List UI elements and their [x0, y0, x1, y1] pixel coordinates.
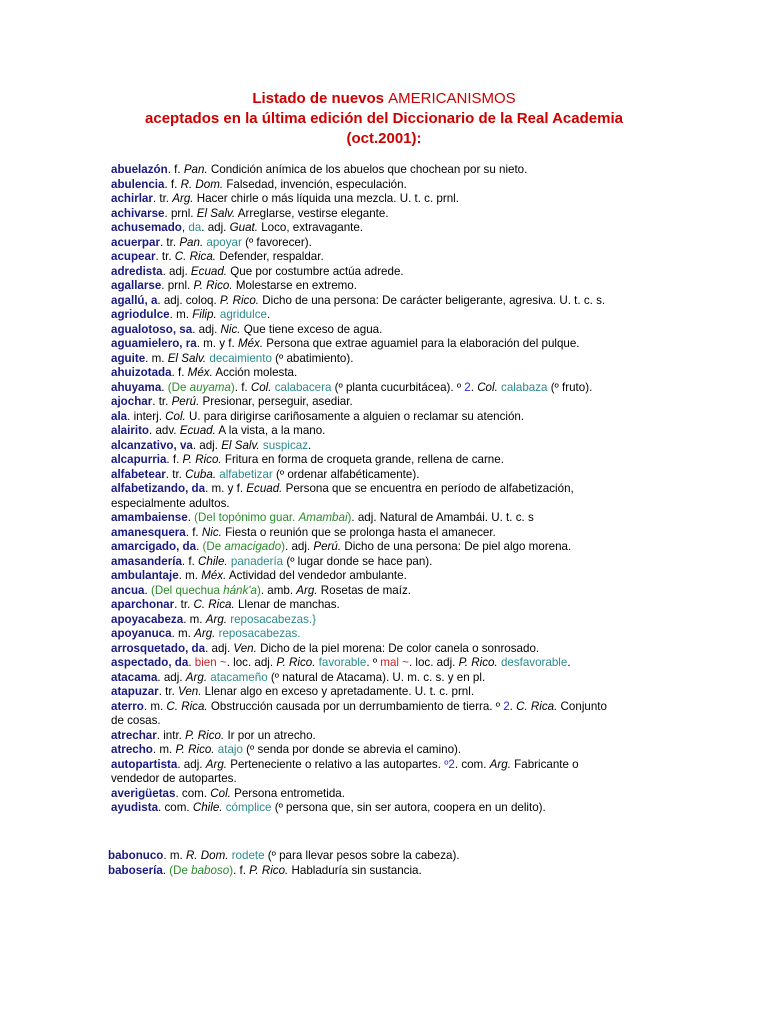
entry-text: Fabricante o vendedor de autopartes. [111, 757, 579, 785]
dictionary-entry [111, 381, 623, 396]
entry-region: C. Rica. [166, 699, 208, 713]
entry-headword: acupear [111, 250, 156, 263]
entry-headword: abuelazón [111, 163, 168, 176]
entry-region: Perú. [313, 540, 342, 553]
entry-text: . amb. [260, 583, 297, 597]
title-highlight: AMERICANISMOS [388, 90, 516, 107]
entry-text: Obstrucción causada por un derrumbamiento de tierra. º [207, 699, 504, 713]
entry-etymology-word: Amambai [298, 511, 348, 524]
entry-headword: agallarse [111, 279, 162, 292]
entry-region: Nic. [201, 525, 222, 539]
entry-headword: amambaiense [111, 511, 188, 524]
entry-region: El Salv. [167, 351, 207, 365]
entry-headword: apoyacabeza [111, 612, 184, 626]
entry-etymology-word: baboso [191, 863, 230, 877]
entry-text: . com. [158, 801, 193, 814]
entry-text: . m. [171, 627, 195, 640]
dictionary-entry [111, 511, 623, 526]
dictionary-entry [111, 613, 623, 628]
entry-region: Arg. [185, 670, 208, 684]
entry-crossref: calabaza [501, 380, 548, 394]
entry-text: Llenar algo en exceso y apretadamente. U. t. c. prnl. [201, 685, 475, 698]
entry-headword: ayudista [111, 801, 159, 814]
entry-headword: aguite [111, 351, 146, 365]
entry-headword: atrecho [111, 743, 153, 756]
entry-etymology-word: hánk'a [223, 583, 257, 597]
entry-text: . adj. Natural de Amambái. U. t. c. s [351, 511, 534, 524]
entry-headword: alfabetizando, da [111, 482, 206, 495]
entry-text: (º fruto). [547, 380, 593, 394]
entry-text: . tr. [152, 395, 172, 408]
entry-text: . tr. [159, 235, 180, 249]
entry-sense-number: 2 [464, 380, 471, 394]
entry-crossref: decaimiento [209, 351, 272, 365]
entry-text: . [308, 438, 312, 452]
entry-text: . m. y f. [196, 337, 238, 350]
dictionary-entry [111, 221, 623, 236]
entry-headword: achusemado [111, 221, 182, 234]
entry-text: . intr. [156, 728, 186, 742]
entry-region: C. Rica. [193, 598, 235, 611]
entry-region: Arg. [205, 612, 227, 626]
entry-text: . [187, 511, 195, 524]
entry-crossref: atajo [217, 743, 243, 756]
entry-text: . adj. [192, 322, 221, 336]
entry-etymology: (De [202, 540, 225, 553]
entry-headword: alcapurria [111, 453, 167, 466]
entry-text: Persona que se encuentra en período de alfabetización, especialmente adultos. [111, 482, 574, 510]
entry-text: Conjunto de cosas. [111, 699, 607, 727]
entry-headword: atacama [111, 670, 158, 684]
entry-text: . com. [175, 786, 211, 800]
entry-text: . adv. [149, 424, 180, 437]
entry-phrase: mal ~ [380, 656, 409, 669]
entry-text: . prnl. [161, 279, 194, 292]
entry-headword: agallú, a [111, 293, 158, 307]
entry-headword: babonuco [108, 849, 164, 862]
entry-crossref: panadería [230, 554, 284, 568]
entry-text: . m. [163, 849, 186, 862]
entry-headword: agriodulce [111, 308, 170, 321]
entry-headword: abulencia [111, 177, 165, 191]
entry-headword: arrosquetado, da [111, 641, 206, 655]
entry-headword: aterro [111, 699, 144, 713]
entry-region: Filip. [192, 308, 217, 321]
entry-region: Col. [250, 380, 272, 394]
entry-text: (º favorecer). [241, 235, 312, 249]
entry-region: Pan. [183, 163, 208, 176]
entry-text: . tr. [165, 467, 186, 481]
entry-text: Molestarse en extremo. [232, 279, 357, 292]
dictionary-entry [111, 598, 623, 613]
entry-text: (º para llevar pesos sobre la cabeza). [264, 849, 460, 862]
dictionary-entry [111, 555, 623, 570]
entry-text: Hacer chirle o más líquida una mezcla. U. t. c. prnl. [193, 192, 459, 205]
entry-crossref: calabacera [274, 380, 332, 394]
entry-region: R. Dom. [185, 849, 229, 862]
entry-text: . f. [185, 525, 202, 539]
entry-headword: ala [111, 409, 128, 423]
entry-text: . m. [143, 699, 167, 713]
entry-etymology: ) [347, 511, 352, 524]
entry-region: C. Rica. [174, 250, 217, 263]
entry-region: Pan. [179, 235, 204, 249]
entry-text: . adj. [157, 670, 186, 684]
entry-region: P. Rico. [175, 743, 215, 756]
entry-crossref: desfavorable [500, 656, 568, 669]
entry-headword: autopartista [111, 757, 178, 771]
entry-sense-number: 2 [503, 699, 510, 713]
dictionary-entry [111, 352, 623, 367]
entry-text: Fritura en forma de croqueta grande, rellena de carne. [221, 453, 504, 466]
entry-text: . adj. [205, 641, 234, 655]
entry-headword: ahuizotada [111, 366, 172, 379]
entry-region: Chile. [198, 554, 228, 568]
dictionary-entry [111, 482, 623, 511]
entry-text: Perteneciente o relativo a las autopartes. [226, 757, 445, 771]
entry-headword: babosería [108, 863, 163, 877]
entry-region: P. Rico. [458, 656, 498, 669]
entry-region: Col. [477, 380, 498, 394]
dictionary-entry [111, 366, 623, 381]
dictionary-entry [111, 395, 623, 410]
entry-headword: ambulantaje [111, 569, 179, 582]
entry-headword: aspectado, da [111, 656, 189, 669]
entry-etymology: (De [167, 380, 190, 394]
entry-region: Cuba. [185, 467, 217, 481]
entry-text: . com. [454, 757, 490, 771]
entry-text: . adj. [201, 221, 230, 234]
entry-text: U. para dirigirse cariñosamente a alguien o reclamar su atención. [185, 409, 525, 423]
entry-text: . [196, 540, 203, 553]
dictionary-entry [111, 627, 623, 642]
dictionary-entry [111, 265, 623, 280]
entry-text: Habladuría sin sustancia. [288, 863, 422, 877]
entry-text: . [509, 699, 517, 713]
entry-headword: aparchonar [111, 598, 175, 611]
dictionary-entry [111, 656, 623, 671]
dictionary-entry [111, 207, 623, 222]
entry-text: . interj. [127, 409, 166, 423]
entry-region: El Salv. [196, 206, 236, 220]
entry-text: Actividad del vendedor ambulante. [226, 569, 407, 582]
entry-crossref: favorable [318, 656, 367, 669]
dictionary-entry [108, 849, 620, 864]
entry-region: Guat. [229, 221, 258, 234]
entry-text: . [162, 863, 170, 877]
entry-headword: ancua [111, 583, 145, 597]
dictionary-entry [111, 410, 623, 425]
entry-text: (º abatimiento). [271, 351, 354, 365]
entry-text: . m. [178, 569, 202, 582]
title-line-2: aceptados en la última edición del Diccionario de la Real Academia [145, 110, 623, 127]
dictionary-entry [111, 685, 623, 700]
entry-headword: alfabetear [111, 467, 166, 481]
entry-crossref: atacameño [210, 670, 268, 684]
entry-text: Dicho de la piel morena: De color canela o sonrosado. [256, 641, 540, 655]
title-line-1 [0, 89, 768, 109]
entry-etymology: (Del quechua [150, 583, 224, 597]
entry-headword: atrechar [111, 728, 157, 742]
entry-region: Ven. [178, 685, 202, 698]
entry-text: . tr. [174, 598, 194, 611]
entry-etymology: (De [169, 863, 192, 877]
dictionary-entry [111, 250, 623, 265]
entry-text: . adj. [162, 264, 191, 278]
title-prefix: Listado de nuevos [252, 90, 389, 107]
dictionary-entry [111, 453, 623, 468]
entry-text: . f. [164, 177, 181, 191]
entry-crossref: alfabetizar [219, 467, 273, 481]
dictionary-entry [111, 540, 623, 555]
entry-text: . [470, 380, 478, 394]
dictionary-entry [111, 729, 623, 744]
dictionary-entry [111, 758, 623, 787]
entry-text: Ir por un atrecho. [224, 728, 316, 742]
entry-region: Ecuad. [246, 482, 283, 495]
entry-region: Col. [165, 409, 186, 423]
entry-text: Rosetas de maíz. [317, 583, 411, 597]
dictionary-entry [111, 439, 623, 454]
entry-region: P. Rico. [219, 293, 260, 307]
entry-text: . adj. [177, 757, 206, 771]
entry-text: . loc. adj. [408, 656, 459, 669]
entry-list-a [111, 163, 623, 816]
entry-text: . m. [169, 308, 193, 321]
entry-region: Méx. [201, 569, 227, 582]
dictionary-entry [111, 642, 623, 657]
entry-text: (º ordenar alfabéticamente). [272, 467, 420, 481]
dictionary-entry [111, 787, 623, 802]
entry-etymology: ) [256, 583, 261, 597]
entry-region: Arg. [194, 627, 216, 640]
entry-list-b [108, 849, 620, 878]
entry-headword: amarcigado, da [111, 540, 197, 553]
entry-region: P. Rico. [185, 728, 225, 742]
entry-text: . m. y f. [205, 482, 247, 495]
entry-region: Arg. [296, 583, 318, 597]
entry-crossref: suspicaz [262, 438, 308, 452]
entry-region: C. Rica. [516, 699, 558, 713]
entry-headword: adredista [111, 264, 163, 278]
dictionary-entry [111, 236, 623, 251]
entry-headword: alcanzativo, va [111, 438, 193, 452]
dictionary-entry [111, 743, 623, 758]
entry-text: Fiesta o reunión que se prolonga hasta el amanecer. [221, 525, 496, 539]
entry-region: Arg. [172, 192, 194, 205]
entry-headword: atapuzar [111, 685, 159, 698]
entry-text: (º persona que, sin ser autora, coopera en un delito). [271, 801, 546, 814]
entry-text: . tr. [158, 685, 179, 698]
entry-region: Nic. [220, 322, 241, 336]
entry-text: . f. [233, 863, 250, 877]
dictionary-entry [108, 864, 620, 879]
entry-text: (º natural de Atacama). U. m. c. s. y en pl. [267, 670, 486, 684]
entry-headword: achirlar [111, 192, 153, 205]
entry-region: Ven. [233, 641, 257, 655]
entry-text: . adj. [285, 540, 314, 553]
entry-crossref: agridulce [219, 308, 267, 321]
entry-headword: averigüetas [111, 786, 176, 800]
entry-etymology: ) [281, 540, 286, 553]
entry-region: P. Rico. [193, 279, 233, 292]
entry-text: Condición anímica de los abuelos que chochean por su nieto. [207, 163, 528, 176]
dictionary-entry [111, 801, 623, 816]
entry-headword: alairito [111, 424, 150, 437]
page-title [0, 89, 768, 149]
entry-etymology: ) [230, 380, 235, 394]
entry-region: Col. [210, 786, 231, 800]
entry-crossref: apoyar [206, 235, 242, 249]
entry-etymology: ) [229, 863, 234, 877]
dictionary-entry [111, 192, 623, 207]
entry-text: (º senda por donde se abrevia el camino). [242, 743, 462, 756]
entry-text: . [188, 656, 195, 669]
entry-text: Que tiene exceso de agua. [240, 322, 383, 336]
entry-text: Dicho de una persona: De carácter beligerante, agresiva. U. t. c. s. [259, 293, 606, 307]
entry-text: Arreglarse, vestirse elegante. [235, 206, 389, 220]
entry-headword: acuerpar [111, 235, 160, 249]
dictionary-entry [111, 569, 623, 584]
entry-text: (º planta cucurbitácea). º [331, 380, 465, 394]
entry-crossref: reposacabezas.} [230, 612, 316, 626]
entry-text: (º lugar donde se hace pan). [283, 554, 433, 568]
entry-headword: amasandería [111, 554, 182, 568]
entry-text: Defender, respaldar. [216, 250, 324, 263]
entry-region: El Salv. [221, 438, 260, 452]
entry-sense-number: º2 [444, 757, 455, 771]
entry-text: Acción molesta. [212, 366, 298, 379]
dictionary-entry [111, 526, 623, 541]
entry-text: . tr. [155, 250, 175, 263]
entry-text: , [181, 221, 189, 234]
entry-text: . prnl. [164, 206, 197, 220]
entry-region: P. Rico. [249, 863, 289, 877]
entry-text: A la vista, a la mano. [215, 424, 326, 437]
entry-region: Arg. [489, 757, 511, 771]
entry-region: R. Dom. [180, 177, 224, 191]
entry-text: . f. [167, 163, 184, 176]
entry-text: Loco, extravagante. [257, 221, 364, 234]
entry-text: . m. [183, 612, 206, 626]
entry-crossref: cómplice [225, 801, 272, 814]
entry-text: . f. [234, 380, 251, 394]
entry-text: . f. [171, 366, 188, 379]
entry-text: . m. [145, 351, 168, 365]
entry-headword: ahuyama [111, 380, 162, 394]
entry-crossref: rodete [231, 849, 265, 862]
dictionary-entry [111, 468, 623, 483]
entry-region: Perú. [171, 395, 200, 408]
entry-etymology-word: amacigado [224, 540, 282, 553]
entry-crossref: reposacabezas. [218, 627, 301, 640]
entry-text: . m. [152, 743, 176, 756]
entry-text: . f. [166, 453, 183, 466]
dictionary-entry [111, 323, 623, 338]
entry-headword: apoyanuca [111, 627, 172, 640]
title-line-3: (oct.2001): [346, 130, 422, 147]
dictionary-entry [111, 294, 623, 309]
entry-text: Persona que extrae aguamiel para la elaboración del pulque. [263, 337, 580, 350]
entry-text: . [567, 656, 571, 669]
entry-region: Méx. [237, 337, 264, 350]
entry-text: Falsedad, invención, especulación. [223, 177, 407, 191]
dictionary-entry [111, 671, 623, 686]
entry-text: Llenar de manchas. [234, 598, 340, 611]
entry-headword: achivarse [111, 206, 165, 220]
entry-text: . [144, 583, 151, 597]
entry-text: . f. [181, 554, 199, 568]
entry-crossref: da [188, 221, 202, 234]
dictionary-entry [111, 700, 623, 729]
dictionary-entry [111, 279, 623, 294]
entry-text: Que por costumbre actúa adrede. [227, 264, 404, 278]
entry-region: P. Rico. [276, 656, 316, 669]
entry-region: Ecuad. [179, 424, 216, 437]
entry-text: . adj. coloq. [157, 293, 220, 307]
entry-text: Presionar, perseguir, asediar. [199, 395, 353, 408]
entry-text: . tr. [152, 192, 173, 205]
entry-headword: aguamielero, ra [111, 337, 197, 350]
dictionary-entry [111, 308, 623, 323]
entry-headword: ajochar [111, 395, 153, 408]
entry-region: Arg. [205, 757, 227, 771]
entry-region: Méx. [187, 366, 213, 379]
entry-region: Ecuad. [190, 264, 228, 278]
dictionary-entry [111, 584, 623, 599]
entry-headword: agualotoso, sa [111, 322, 193, 336]
entry-phrase: bien ~ [194, 656, 227, 669]
entry-text: . [161, 380, 168, 394]
entry-text: . [266, 308, 271, 321]
entry-text: Dicho de una persona: De piel algo morena. [341, 540, 572, 553]
entry-text: Persona entrometida. [230, 786, 345, 800]
entry-region: Chile. [192, 801, 223, 814]
dictionary-entry [111, 163, 623, 178]
entry-region: P. Rico. [182, 453, 222, 466]
entry-text: . adj. [192, 438, 222, 452]
entry-headword: amanesquera [111, 525, 186, 539]
dictionary-entry [111, 424, 623, 439]
dictionary-entry [111, 178, 623, 193]
entry-text: . º [366, 656, 381, 669]
entry-etymology: (Del topónimo guar. [194, 511, 299, 524]
entry-text: . loc. adj. [226, 656, 277, 669]
entry-etymology-word: auyama [189, 380, 231, 394]
dictionary-entry [111, 337, 623, 352]
